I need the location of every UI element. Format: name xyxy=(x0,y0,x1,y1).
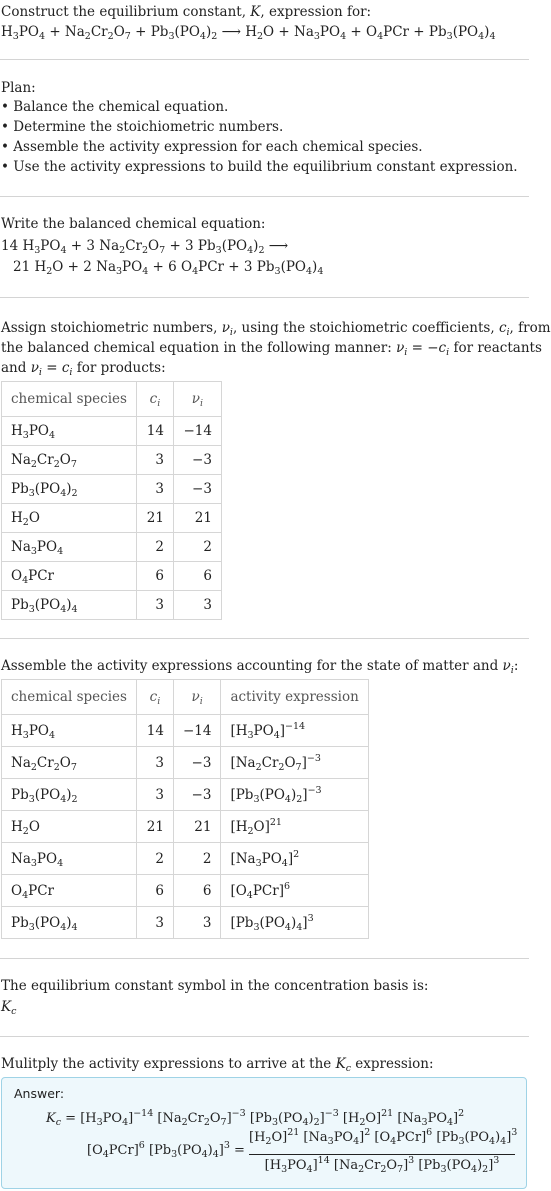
table-cell: 2 xyxy=(136,843,173,875)
table-row xyxy=(2,747,369,779)
table-cell: $[Na_3PO_4]^2$ xyxy=(221,843,368,875)
table-row xyxy=(2,875,369,907)
table-cell: 3 xyxy=(173,591,221,620)
table-header-cell: chemical species xyxy=(2,382,137,417)
table-cell: $H_2O$ xyxy=(2,504,137,533)
answer-line-2: $[O_4PCr]^6$ $[Pb_3(PO_4)_4]^3$ = xyxy=(87,1140,245,1160)
title: Construct the equilibrium constant, K, expression for: xyxy=(1,4,372,20)
table-cell: $H_2O$ xyxy=(2,811,137,843)
plan-step: • Determine the stoichiometric numbers. xyxy=(1,119,284,135)
table-cell: $[Pb_3(PO_4)_4]^3$ xyxy=(221,907,368,939)
table-header-cell: chemical species xyxy=(2,680,137,715)
table-cell: $[H_3PO_4]^{-14}$ xyxy=(221,715,368,747)
table-cell: $Na_3PO_4$ xyxy=(2,533,137,562)
table-cell: $Pb_3(PO_4)_4$ xyxy=(2,591,137,620)
table-header-cell: $\nu_i$ xyxy=(173,382,221,417)
table-cell: 3 xyxy=(136,747,173,779)
plan-step: • Use the activity expressions to build the equilibrium constant expression. xyxy=(1,159,518,175)
table-row xyxy=(2,562,222,591)
table-row xyxy=(2,779,369,811)
table-row xyxy=(2,591,222,620)
table-cell: 6 xyxy=(173,562,221,591)
table-cell: $[Na_2Cr_2O_7]^{-3}$ xyxy=(221,747,368,779)
table-cell: 21 xyxy=(136,811,173,843)
divider xyxy=(0,297,529,298)
table-cell: 3 xyxy=(136,591,173,620)
answer-label: Answer: xyxy=(14,1086,65,1101)
table-cell: −3 xyxy=(173,475,221,504)
table-cell: 3 xyxy=(136,446,173,475)
answer-denominator: $[H_3PO_4]^{14}$ $[Na_2Cr_2O_7]^3$ $[Pb_3(PO_4)_2]^3$ xyxy=(264,1155,500,1175)
table-row xyxy=(2,715,369,747)
plan-heading: Plan: xyxy=(1,80,36,96)
reaction-unbalanced: $H_3PO_4 + Na_2Cr_2O_7 + Pb_3(PO_4)_2$ ⟶ $H_2O + Na_3PO_4 + O_4PCr + Pb_3(PO_4)_4$ xyxy=(1,24,496,42)
table-header-row xyxy=(2,382,222,417)
symbol-value: $K_c$ xyxy=(1,999,17,1017)
table-row xyxy=(2,811,369,843)
table-header-row xyxy=(2,680,369,715)
plan-step: • Balance the chemical equation. xyxy=(1,99,229,115)
stoich-intro: the balanced chemical equation in the following manner: $\nu_i = -c_i$ for reactants xyxy=(1,340,542,358)
table-cell: 14 xyxy=(136,715,173,747)
stoich-table xyxy=(1,381,222,620)
table-header-cell: $c_i$ xyxy=(136,680,173,715)
table-cell: $Pb_3(PO_4)_4$ xyxy=(2,907,137,939)
divider xyxy=(0,638,529,639)
divider xyxy=(0,1036,529,1037)
table-cell: $Pb_3(PO_4)_2$ xyxy=(2,779,137,811)
table-cell: 21 xyxy=(136,504,173,533)
balanced-line-1: 14 $H_3PO_4 + 3$ $Na_2Cr_2O_7 + 3$ $Pb_3(PO_4)_2$ ⟶ xyxy=(1,238,289,256)
table-cell: 2 xyxy=(136,533,173,562)
table-cell: $Pb_3(PO_4)_2$ xyxy=(2,475,137,504)
divider xyxy=(0,196,529,197)
table-cell: −3 xyxy=(173,747,221,779)
table-row xyxy=(2,475,222,504)
table-row xyxy=(2,417,222,446)
plan-step: • Assemble the activity expression for each chemical species. xyxy=(1,139,423,155)
table-row xyxy=(2,504,222,533)
table-cell: 2 xyxy=(173,843,221,875)
stoich-intro: Assign stoichiometric numbers, $\nu_i$, using the stoichiometric coefficients, $c_i$, from xyxy=(1,320,551,338)
table-cell: 6 xyxy=(136,562,173,591)
table-cell: 3 xyxy=(136,475,173,504)
table-cell: $H_3PO_4$ xyxy=(2,715,137,747)
answer-line-1: $K_c = [H_3PO_4]^{-14}$ $[Na_2Cr_2O_7]^{-3}$ $[Pb_3(PO_4)_2]^{-3}$ $[H_2O]^{21}$ $[Na_3PO_4]^2$ xyxy=(46,1108,465,1128)
table-header-cell: $\nu_i$ xyxy=(173,680,221,715)
balanced-heading: Write the balanced chemical equation: xyxy=(1,216,266,232)
table-cell: $[H_2O]^{21}$ xyxy=(221,811,368,843)
stoich-intro: and $\nu_i = c_i$ for products: xyxy=(1,360,166,378)
table-cell: 2 xyxy=(173,533,221,562)
balanced-line-2: 21 $H_2O + 2$ $Na_3PO_4 + 6$ $O_4PCr + 3$ $Pb_3(PO_4)_4$ xyxy=(13,259,324,277)
table-cell: −3 xyxy=(173,779,221,811)
fraction-bar xyxy=(249,1154,515,1155)
activity-table xyxy=(1,679,369,939)
table-cell: −14 xyxy=(173,417,221,446)
multiply-text: Mulitply the activity expressions to arrive at the $K_c$ expression: xyxy=(1,1056,434,1074)
table-cell: 14 xyxy=(136,417,173,446)
table-cell: $O_4PCr$ xyxy=(2,562,137,591)
table-cell: −14 xyxy=(173,715,221,747)
table-cell: 3 xyxy=(173,907,221,939)
table-cell: 6 xyxy=(173,875,221,907)
table-row xyxy=(2,533,222,562)
table-cell: 21 xyxy=(173,504,221,533)
answer-numerator: $[H_2O]^{21}$ $[Na_3PO_4]^2$ $[O_4PCr]^6$ $[Pb_3(PO_4)_4]^3$ xyxy=(249,1127,518,1147)
table-cell: $Na_2Cr_2O_7$ xyxy=(2,446,137,475)
activity-intro: Assemble the activity expressions accounting for the state of matter and $\nu_i$: xyxy=(1,658,519,676)
table-cell: $[Pb_3(PO_4)_2]^{-3}$ xyxy=(221,779,368,811)
table-cell: −3 xyxy=(173,446,221,475)
table-cell: 6 xyxy=(136,875,173,907)
table-header-cell: $c_i$ xyxy=(136,382,173,417)
table-row xyxy=(2,843,369,875)
table-cell: $O_4PCr$ xyxy=(2,875,137,907)
answer-box xyxy=(1,1077,527,1189)
table-cell: $[O_4PCr]^6$ xyxy=(221,875,368,907)
table-cell: $Na_2Cr_2O_7$ xyxy=(2,747,137,779)
divider xyxy=(0,958,529,959)
table-row xyxy=(2,907,369,939)
divider xyxy=(0,59,529,60)
table-cell: 3 xyxy=(136,779,173,811)
table-cell: 3 xyxy=(136,907,173,939)
table-row xyxy=(2,446,222,475)
table-cell: $Na_3PO_4$ xyxy=(2,843,137,875)
table-header-cell: activity expression xyxy=(221,680,368,715)
table-cell: 21 xyxy=(173,811,221,843)
table-cell: $H_3PO_4$ xyxy=(2,417,137,446)
symbol-text: The equilibrium constant symbol in the concentration basis is: xyxy=(1,978,429,994)
